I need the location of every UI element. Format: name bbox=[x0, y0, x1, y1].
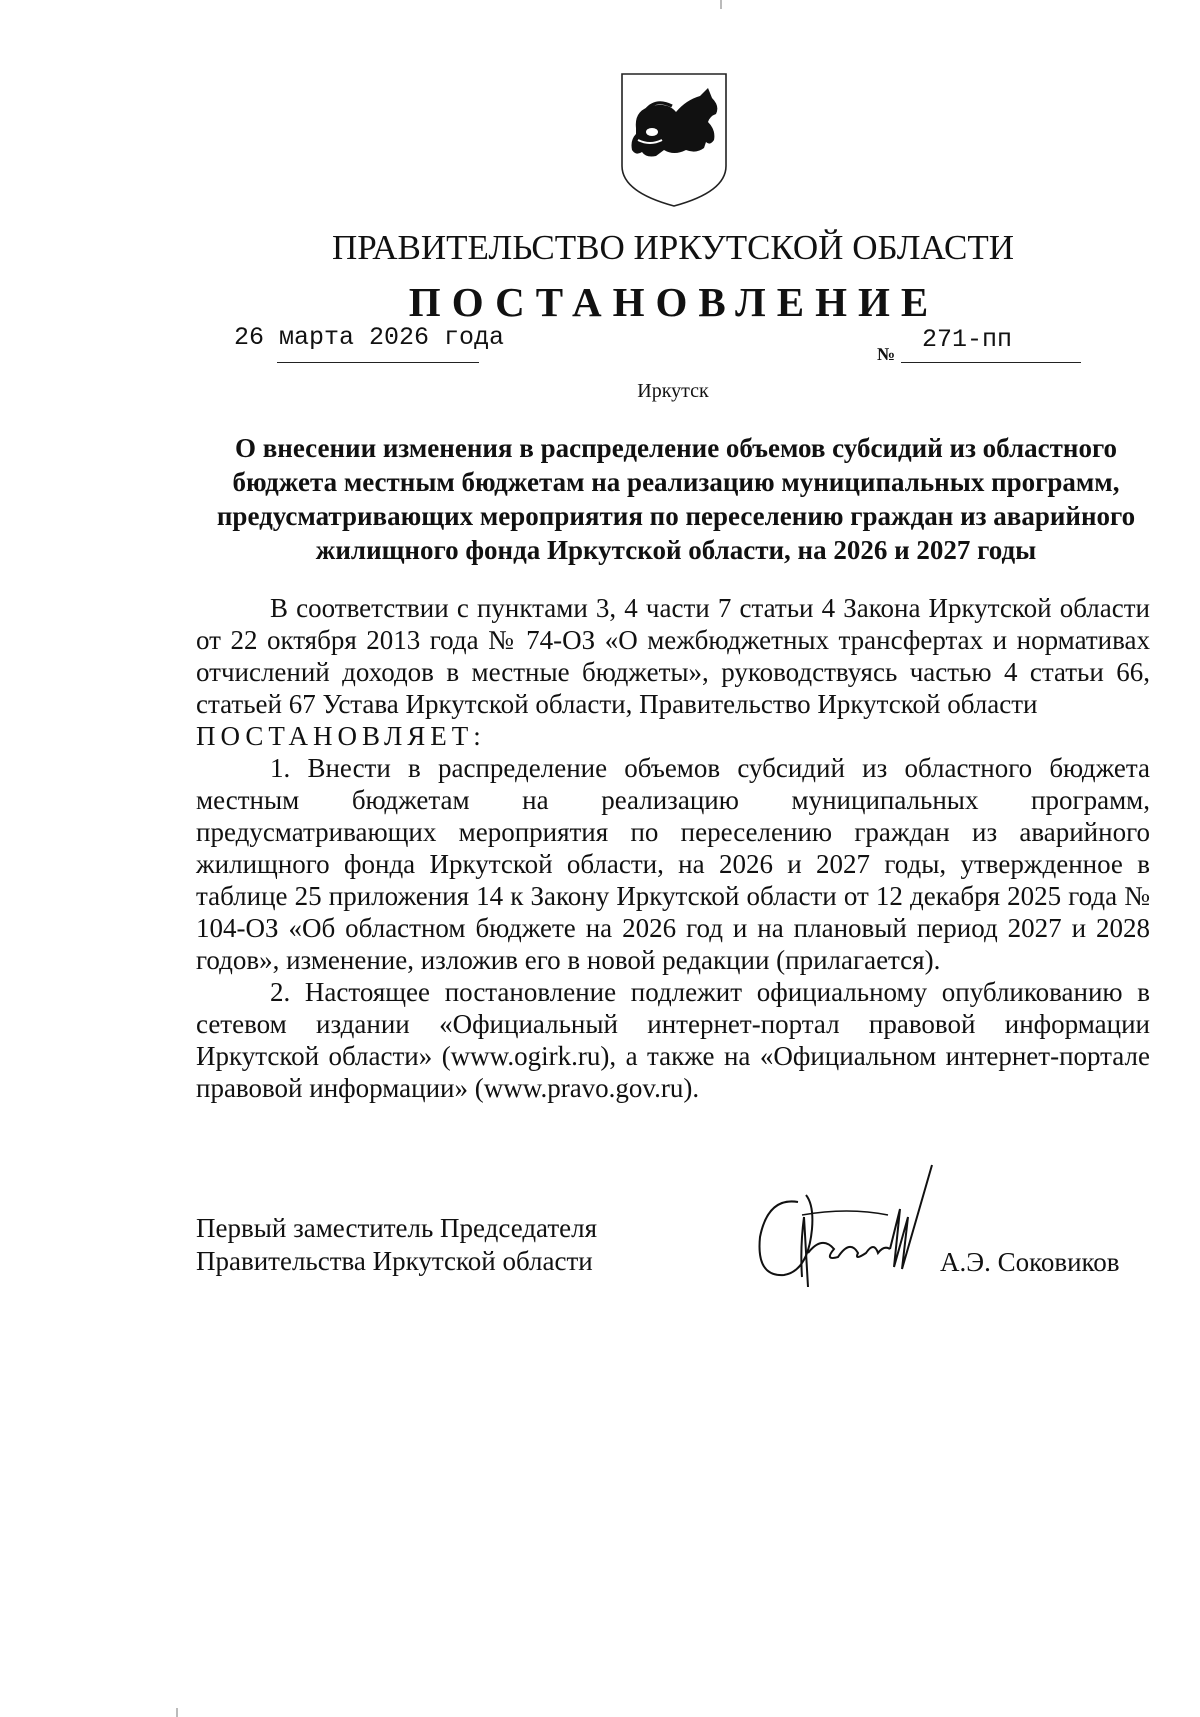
scan-mark-top bbox=[720, 0, 722, 9]
coat-of-arms-icon bbox=[616, 70, 732, 210]
document-type-title: ПОСТАНОВЛЕНИЕ bbox=[408, 279, 940, 325]
document-heading: О внесении изменения в распределение объемов субсидий из областного бюджета местным бюджетам на реализацию муниципальных программ, предусматривающих мероприятия по переселению граждан из аварийного жилищного фонда Иркутской области, на 2026 и 2027 годы bbox=[216, 433, 1136, 565]
signer-position bbox=[196, 1212, 597, 1278]
number-label: № bbox=[877, 344, 896, 364]
handwritten-signature bbox=[738, 1157, 958, 1302]
city: Иркутск bbox=[637, 380, 709, 402]
decree-word: ПОСТАНОВЛЯЕТ: bbox=[196, 721, 486, 751]
item-2-paragraph: 2. Настоящее постановление подлежит официальному опубликованию в сетевом издании «Официальный интернет-портал правовой информации Иркутской области» (www.ogirk.ru), а также на «Официальном интернет-портале правовой информации» (www.pravo.gov.ru). bbox=[196, 977, 1150, 1103]
number-underline bbox=[901, 362, 1081, 363]
preamble-paragraph: В соответствии с пунктами 3, 4 части 7 статьи 4 Закона Иркутской области от 22 октября 2013 года № 74-ОЗ «О межбюджетных трансфертах и нормативах отчислений доходов в местные бюджеты», руководствуясь частью 4 статьи 66, статьей 67 Устава Иркутской области, Правительство Иркутской области bbox=[196, 593, 1150, 719]
item-1-paragraph: 1. Внести в распределение объемов субсидий из областного бюджета местным бюджетам на реализацию муниципальных программ, предусматривающих мероприятия по переселению граждан из аварийного жилищного фонда Иркутской области, на 2026 и 2027 годы, утвержденное в таблице 25 приложения 14 к Закону Иркутской области от 12 декабря 2025 года № 104-ОЗ «Об областном бюджете на 2026 год и на плановый период 2027 и 2028 годов», изменение, изложив его в новой редакции (прилагается). bbox=[196, 753, 1150, 975]
signer-name: А.Э. Соковиков bbox=[940, 1247, 1120, 1277]
document-date: 26 марта 2026 года bbox=[234, 323, 505, 352]
signer-position-line-2: Правительства Иркутской области bbox=[196, 1246, 593, 1276]
government-name: ПРАВИТЕЛЬСТВО ИРКУТСКОЙ ОБЛАСТИ bbox=[332, 228, 1014, 267]
scan-mark-bottom bbox=[176, 1708, 178, 1717]
signer-position-line-1: Первый заместитель Председателя bbox=[196, 1213, 598, 1243]
date-underline bbox=[277, 362, 479, 363]
document-body bbox=[196, 592, 1150, 1104]
document-number: 271-пп bbox=[922, 325, 1013, 354]
